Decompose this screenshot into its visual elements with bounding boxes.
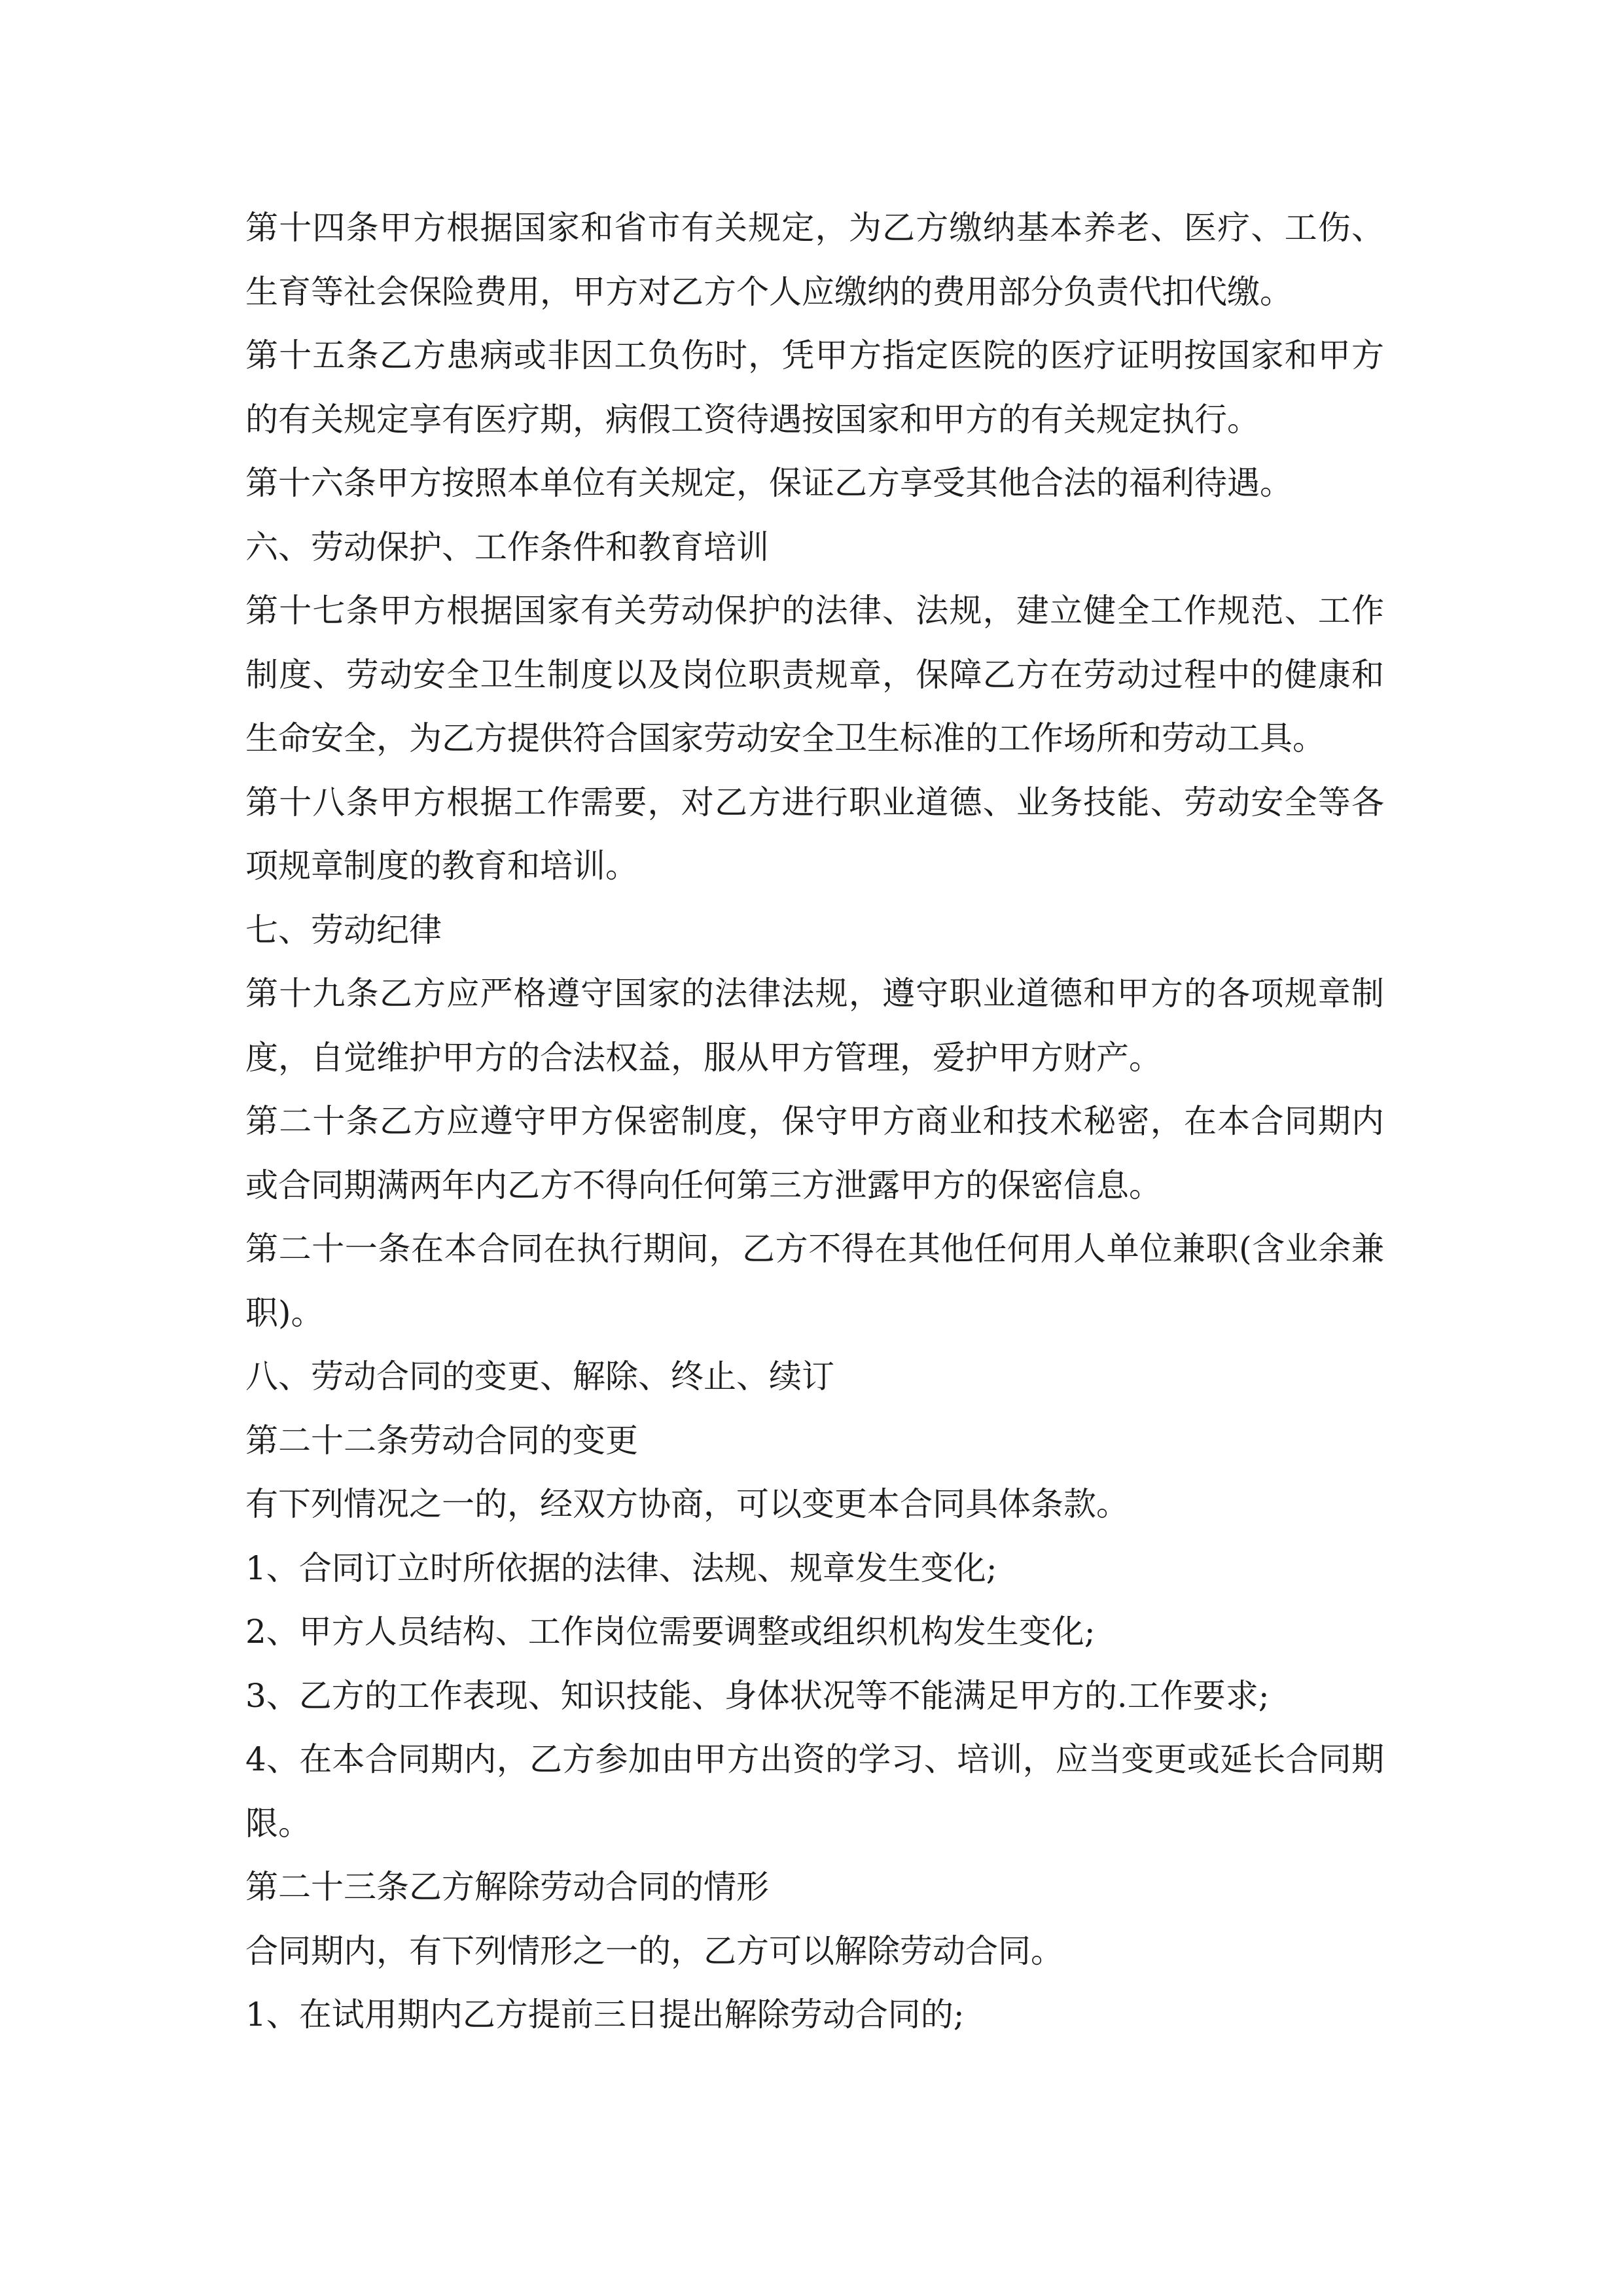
article-14: 第十四条甲方根据国家和省市有关规定，为乙方缴纳基本养老、医疗、工伤、生育等社会保险费用，甲方对乙方个人应缴纳的费用部分负责代扣代缴。 [245, 209, 1384, 311]
article-22-intro: 有下列情况之一的，经双方协商，可以变更本合同具体条款。 [245, 1485, 1129, 1523]
article-18: 第十八条甲方根据工作需要，对乙方进行职业道德、业务技能、劳动安全等各项规章制度的教育和培训。 [245, 783, 1384, 885]
list-item: 1、合同订立时所依据的法律、法规、规章发生变化; [245, 1549, 997, 1587]
article-17: 第十七条甲方根据国家有关劳动保护的法律、法规，建立健全工作规范、工作制度、劳动安全卫生制度以及岗位职责规章，保障乙方在劳动过程中的健康和生命安全，为乙方提供符合国家劳动安全卫生标准的工作场所和劳动工具。 [245, 592, 1384, 757]
article-21: 第二十一条在本合同在执行期间，乙方不得在其他任何用人单位兼职(含业余兼职)。 [245, 1230, 1384, 1332]
article-19: 第十九条乙方应严格遵守国家的法律法规，遵守职业道德和甲方的各项规章制度，自觉维护甲方的合法权益，服从甲方管理，爱护甲方财产。 [245, 975, 1384, 1077]
article-20: 第二十条乙方应遵守甲方保密制度，保守甲方商业和技术秘密，在本合同期内或合同期满两年内乙方不得向任何第三方泄露甲方的保密信息。 [245, 1102, 1384, 1204]
article-23-intro: 合同期内，有下列情形之一的，乙方可以解除劳动合同。 [245, 1931, 1063, 1970]
list-item: 2、甲方人员结构、工作岗位需要调整或组织机构发生变化; [245, 1613, 1096, 1651]
article-15: 第十五条乙方患病或非因工负伤时，凭甲方指定医院的医疗证明按国家和甲方的有关规定享有医疗期，病假工资待遇按国家和甲方的有关规定执行。 [245, 336, 1384, 439]
section-heading-7: 七、劳动纪律 [245, 910, 442, 949]
list-item: 3、乙方的工作表现、知识技能、身体状况等不能满足甲方的.工作要求; [245, 1676, 1270, 1715]
section-heading-6: 六、劳动保护、工作条件和教育培训 [245, 528, 769, 566]
list-item: 1、在试用期内乙方提前三日提出解除劳动合同的; [245, 1996, 965, 2034]
article-16: 第十六条甲方按照本单位有关规定，保证乙方享受其他合法的福利待遇。 [245, 464, 1293, 502]
list-item: 4、在本合同期内，乙方参加由甲方出资的学习、培训，应当变更或延长合同期限。 [245, 1740, 1384, 1842]
article-22-title: 第二十二条劳动合同的变更 [245, 1421, 638, 1460]
section-heading-8: 八、劳动合同的变更、解除、终止、续订 [245, 1357, 834, 1395]
document-body [245, 196, 1384, 2047]
article-23-title: 第二十三条乙方解除劳动合同的情形 [245, 1868, 769, 1906]
